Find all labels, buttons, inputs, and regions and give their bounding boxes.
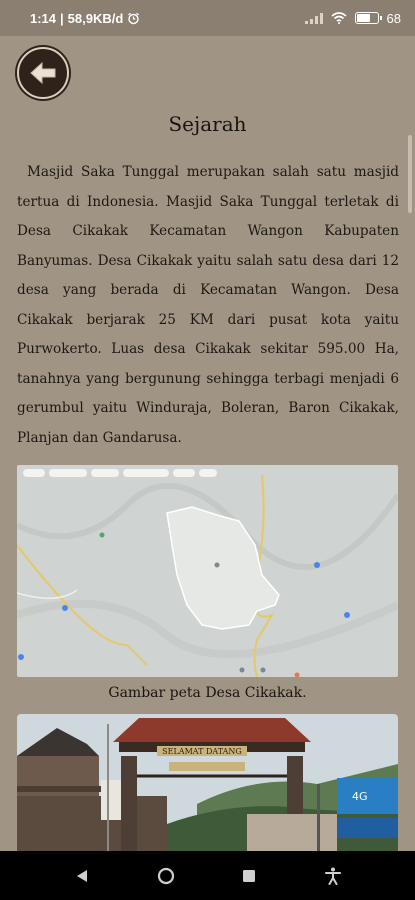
back-button[interactable] (17, 47, 69, 99)
scrollbar[interactable] (408, 135, 412, 213)
wifi-icon (331, 12, 347, 24)
square-recents-icon (242, 869, 256, 883)
navigation-bar (0, 851, 415, 900)
nav-home-button[interactable] (146, 856, 186, 896)
gate-sign-text: SELAMAT DATANG (162, 747, 242, 756)
nav-recents-button[interactable] (229, 856, 269, 896)
status-bar (0, 0, 415, 36)
village-map-image (17, 465, 398, 677)
mosque-gate-photo (17, 714, 398, 854)
battery-icon (355, 12, 379, 24)
triangle-back-icon (76, 869, 88, 883)
alarm-icon (127, 12, 140, 25)
map-graphic (17, 465, 398, 677)
nav-accessibility-button[interactable] (313, 856, 353, 896)
battery-percent: 68 (386, 10, 401, 26)
map-caption: Gambar peta Desa Cikakak. (108, 685, 307, 701)
status-right (305, 11, 401, 26)
shop-sign-text: 4G (352, 790, 368, 803)
signal-icon (305, 12, 323, 24)
arrow-left-icon (29, 61, 57, 85)
accessibility-icon (325, 867, 341, 885)
circle-home-icon (157, 867, 175, 885)
status-separator: | (60, 10, 64, 26)
page-title: Sejarah (168, 112, 247, 136)
history-paragraph: Masjid Saka Tunggal merupakan salah satu masjid tertua di Indonesia. Masjid Saka Tunggal terletak di Desa Cikakak Kecamatan Wangon Kabupaten Banyumas. Desa Cikakak yaitu salah satu desa dari 12 desa yang berada di Kecamatan Wangon. Desa Cikakak berjarak 25 KM dari pusat kota yaitu Purwokerto. Luas desa Cikakak sekitar 595.00 Ha, tanahnya yang bergunung sehingga terbagi menjadi 6 gerumbul yaitu Winduraja, Boleran, Baron Cikakak, Planjan dan Gandarusa. (17, 164, 399, 446)
status-left (30, 11, 140, 26)
nav-back-button[interactable] (62, 856, 102, 896)
status-time: 1:14 (30, 10, 57, 26)
status-net-speed: 58,9KB/d (67, 10, 124, 26)
gate-photo-graphic (17, 714, 398, 854)
